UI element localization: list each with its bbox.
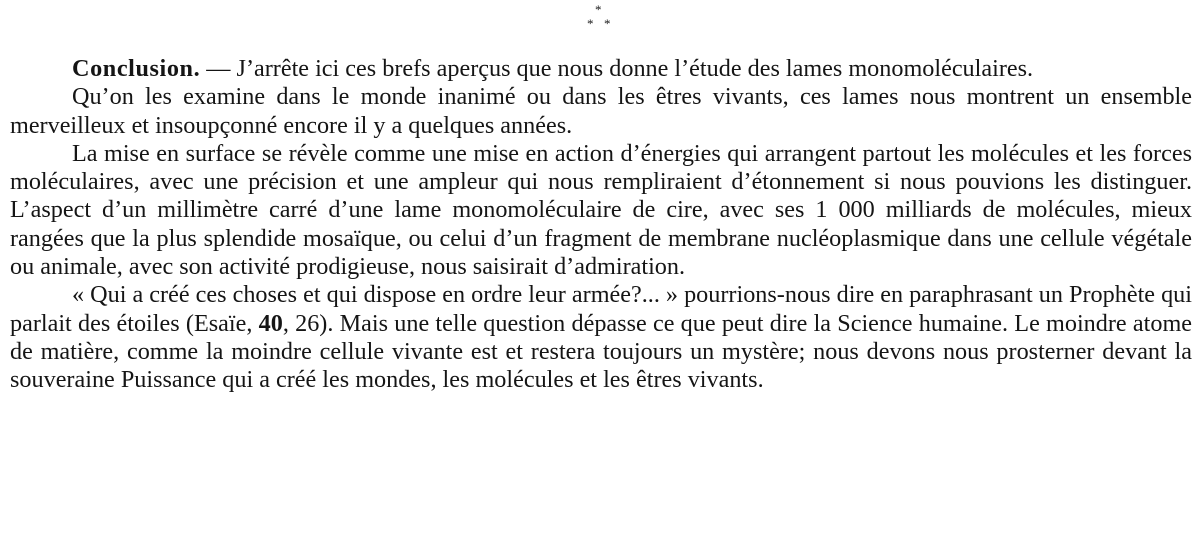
body-text: [10, 55, 1192, 395]
ornament-star-icon: *: [604, 16, 611, 31]
asterism-ornament: [572, 0, 628, 38]
paragraph-text: Qu’on les examine dans le monde inanimé ou dans les êtres vivants, ces lames nous montrent un ensemble merveilleux et insoupçonné encore il y a quelques années.: [10, 83, 1192, 139]
paragraph-quote: [10, 281, 1192, 394]
chapter-reference: 40: [258, 309, 283, 337]
ornament-star-icon: *: [587, 16, 594, 31]
paragraph-conclusion: [10, 55, 1192, 83]
paragraph-text: , 26). Mais une telle question dépasse ce que peut dire la Science humaine. Le moindre atome de matière, comme la moindre cellule vivante est et restera toujours un mystère; nous devons nous prosterner devant la souveraine Puissance qui a créé les mondes, les molécules et les êtres vivants.: [10, 309, 1193, 394]
paragraph-text: « Qui a créé ces choses et qui dispose en ordre leur armée?... » pourrions-nous dire en paraphrasant un Prophète qui parlait des étoiles (Esaïe,: [10, 281, 1192, 337]
paragraph-surface: [10, 140, 1192, 281]
ornament-star-icon: *: [595, 2, 602, 17]
paragraph-text: La mise en surface se révèle comme une mise en action d’énergies qui arrangent partout les molécules et les forces moléculaires, avec une précision et une ampleur qui nous rempliraient d’étonnement si nous pouvions les distinguer. L’aspect d’un millimètre carré d’une lame monomoléculaire de cire, avec ses 1 000 milliards de molécules, mieux rangées que la plus splendide mosaïque, ou celui d’un fragment de membrane nucléoplasmique dans une cellule végétale ou animale, avec son activité prodigieuse, nous saisirait d’admiration.: [10, 139, 1192, 281]
section-heading: Conclusion.: [72, 55, 201, 82]
paragraph-text: — J’arrête ici ces brefs aperçus que nous donne l’étude des lames monomoléculaires.: [200, 55, 1034, 82]
paragraph-examine: [10, 83, 1192, 140]
